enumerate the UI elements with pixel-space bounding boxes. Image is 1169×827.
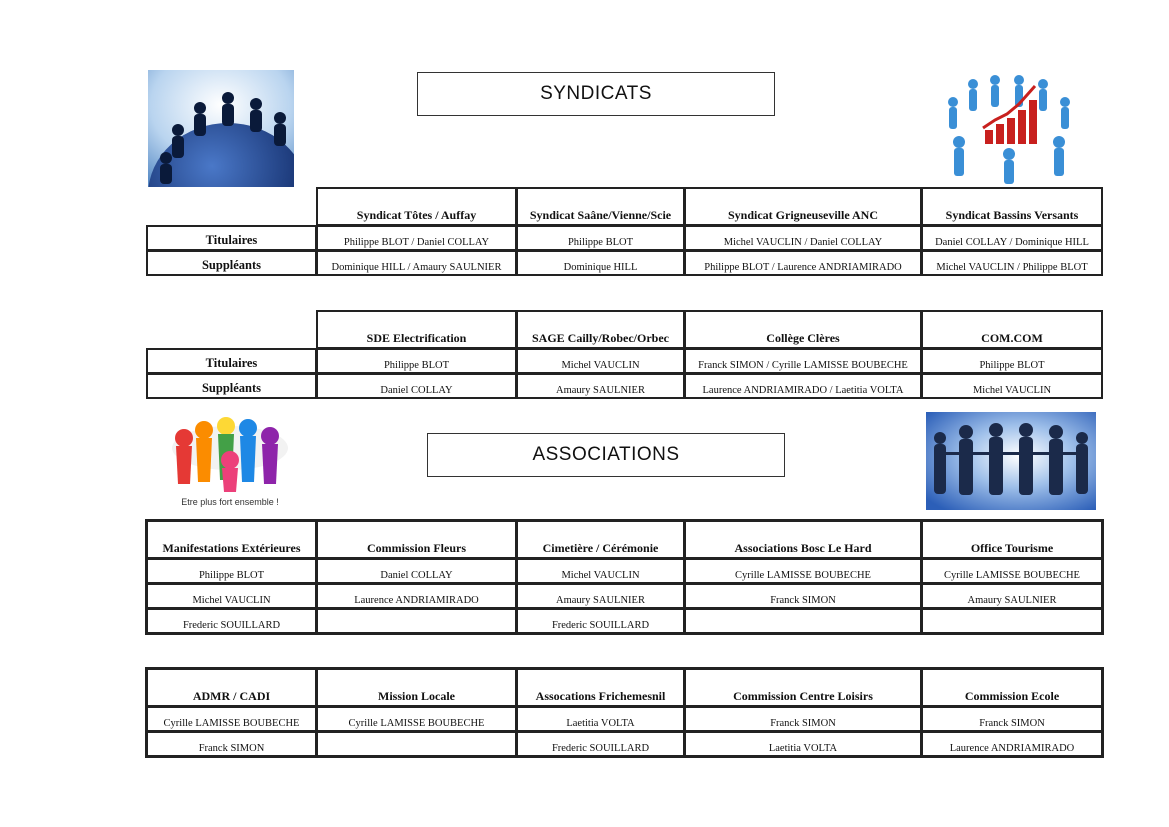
table-cell: Laurence ANDRIAMIRADO [317,584,517,609]
table-cell: Laurence ANDRIAMIRADO [922,732,1103,757]
table-cell: Laetitia VOLTA [517,707,685,732]
people-holding-hands-image [926,412,1096,510]
row-label: Titulaires [147,226,317,251]
column-header: ADMR / CADI [147,669,317,707]
associations-table-1 [146,520,1103,634]
table-row [147,374,1103,399]
table-row [147,732,1103,757]
column-header: Associations Bosc Le Hard [685,521,922,559]
column-header: Syndicat Tôtes / Auffay [317,188,517,226]
image-caption: Etre plus fort ensemble ! [181,497,279,507]
table-cell: Dominique HILL / Amaury SAULNIER [317,251,517,276]
column-header: Office Tourisme [922,521,1103,559]
column-header: Commission Ecole [922,669,1103,707]
table-cell: Cyrille LAMISSE BOUBECHE [147,707,317,732]
table-cell: Amaury SAULNIER [922,584,1103,609]
table-cell: Amaury SAULNIER [517,584,685,609]
table-cell: Dominique HILL [517,251,685,276]
table-row [147,609,1103,634]
table-cell: Daniel COLLAY [317,374,517,399]
table-cell: Philippe BLOT [517,226,685,251]
table-cell: Michel VAUCLIN [147,584,317,609]
table-cell: Frederic SOUILLARD [147,609,317,634]
table-cell [922,609,1103,634]
column-header: Commission Fleurs [317,521,517,559]
table-cell [685,609,922,634]
table-header-row [147,521,1103,559]
table-cell: Philippe BLOT [317,349,517,374]
table-cell: Franck SIMON [922,707,1103,732]
people-chart-image [933,72,1086,186]
table-cell: Cyrille LAMISSE BOUBECHE [317,707,517,732]
empty-corner [147,311,317,349]
table-row [147,226,1103,251]
table-cell: Michel VAUCLIN [517,559,685,584]
table-cell: Frederic SOUILLARD [517,732,685,757]
column-header: Manifestations Extérieures [147,521,317,559]
table-cell: Laurence ANDRIAMIRADO / Laetitia VOLTA [685,374,922,399]
table-cell: Franck SIMON [685,584,922,609]
table-cell: Michel VAUCLIN / Philippe BLOT [922,251,1103,276]
syndicats-table-2 [146,310,1103,399]
table-cell: Franck SIMON [685,707,922,732]
column-header: Collège Clères [685,311,922,349]
column-header: Syndicat Saâne/Vienne/Scie [517,188,685,226]
table-header-row [147,188,1103,226]
syndicats-title: SYNDICATS [417,72,775,116]
table-header-row [147,311,1103,349]
people-globe-image [148,70,294,187]
associations-title: ASSOCIATIONS [427,433,785,477]
table-cell: Franck SIMON / Cyrille LAMISSE BOUBECHE [685,349,922,374]
table-row [147,251,1103,276]
table-cell [317,732,517,757]
table-cell: Amaury SAULNIER [517,374,685,399]
table-cell: Laetitia VOLTA [685,732,922,757]
table-cell [317,609,517,634]
colorful-people-circle-image [162,412,299,510]
column-header: SDE Electrification [317,311,517,349]
table-cell: Michel VAUCLIN / Daniel COLLAY [685,226,922,251]
column-header: Assocations Frichemesnil [517,669,685,707]
empty-corner [147,188,317,226]
table-cell: Philippe BLOT / Laurence ANDRIAMIRADO [685,251,922,276]
table-row [147,707,1103,732]
row-label: Suppléants [147,251,317,276]
table-cell: Philippe BLOT / Daniel COLLAY [317,226,517,251]
table-cell: Michel VAUCLIN [517,349,685,374]
column-header: Syndicat Bassins Versants [922,188,1103,226]
row-label: Titulaires [147,349,317,374]
table-row [147,559,1103,584]
table-cell: Daniel COLLAY / Dominique HILL [922,226,1103,251]
table-row [147,584,1103,609]
table-cell: Frederic SOUILLARD [517,609,685,634]
column-header: COM.COM [922,311,1103,349]
table-cell: Daniel COLLAY [317,559,517,584]
column-header: Cimetière / Cérémonie [517,521,685,559]
table-cell: Philippe BLOT [147,559,317,584]
table-cell: Franck SIMON [147,732,317,757]
table-header-row [147,669,1103,707]
table-cell: Cyrille LAMISSE BOUBECHE [685,559,922,584]
syndicats-table-1 [146,187,1103,276]
column-header: SAGE Cailly/Robec/Orbec [517,311,685,349]
column-header: Mission Locale [317,669,517,707]
associations-table-2 [146,668,1103,757]
column-header: Commission Centre Loisirs [685,669,922,707]
table-cell: Michel VAUCLIN [922,374,1103,399]
table-row [147,349,1103,374]
table-cell: Philippe BLOT [922,349,1103,374]
row-label: Suppléants [147,374,317,399]
table-cell: Cyrille LAMISSE BOUBECHE [922,559,1103,584]
column-header: Syndicat Grigneuseville ANC [685,188,922,226]
